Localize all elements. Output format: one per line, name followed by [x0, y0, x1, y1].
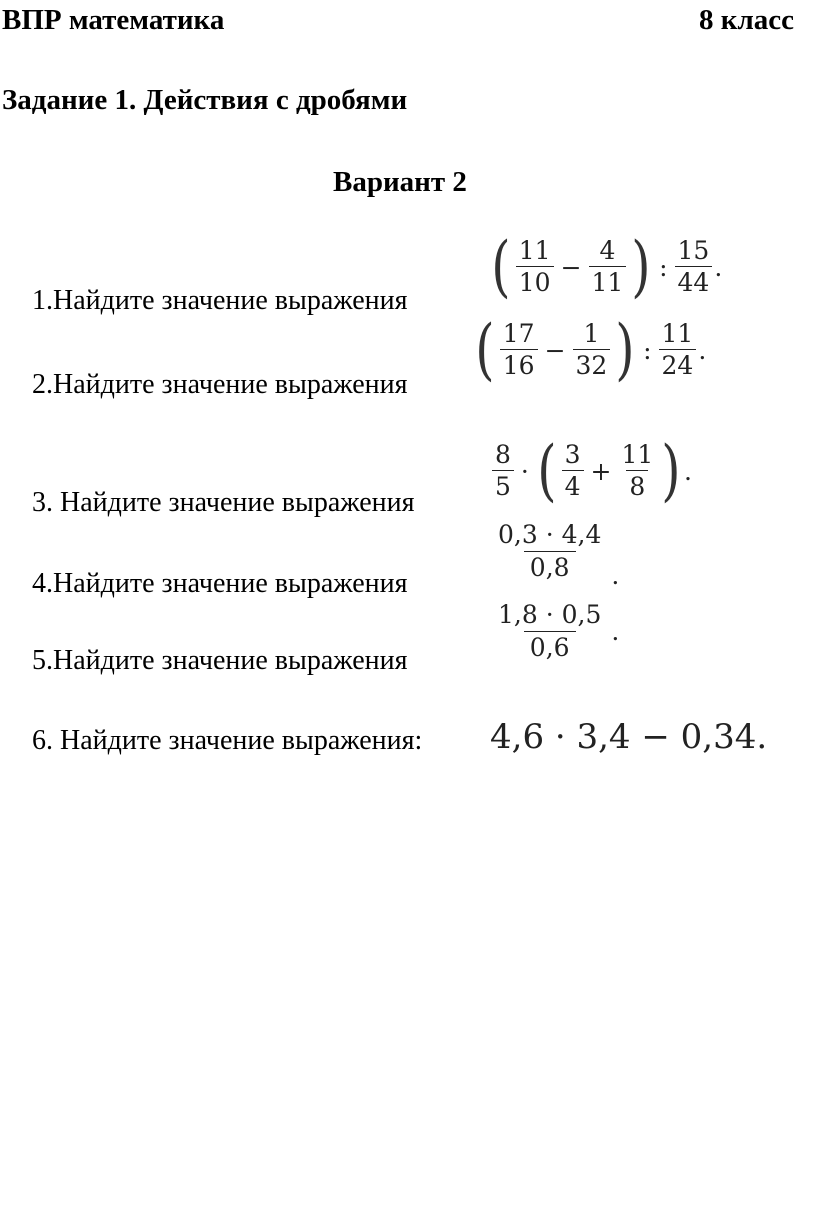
item-2-label: Найдите значение выражения: [53, 369, 408, 400]
item-1-number: 1.: [32, 285, 53, 316]
fraction: $\frac{11}{8}$: [621, 439, 654, 501]
fraction: $\frac{3}{4}$: [562, 442, 584, 501]
fraction: $\frac{1,8 \cdot 0,5}{0,6}$: [498, 600, 602, 663]
item-6-expression: 4,6 · 3,4 − 0,34.: [490, 717, 768, 757]
item-3-expression: [490, 432, 692, 509]
right-paren: ): [631, 228, 651, 305]
right-paren: ): [615, 311, 635, 388]
task-title: Задание 1. Действия с дробями: [2, 84, 408, 116]
item-5-label: Найдите значение выражения: [53, 645, 408, 676]
period: .: [684, 456, 692, 486]
operator: :: [643, 335, 652, 365]
fraction: $\frac{8}{5}$: [492, 442, 514, 501]
item-4-label: Найдите значение выражения: [53, 568, 408, 599]
item-3-label: Найдите значение выражения: [60, 487, 415, 518]
item-1-label: Найдите значение выражения: [53, 285, 408, 316]
item-2-number: 2.: [32, 369, 53, 400]
item-5-number: 5.: [32, 645, 53, 676]
operator: −: [544, 335, 566, 365]
item-5-text: [32, 647, 408, 675]
period: .: [611, 560, 620, 590]
fraction: $\frac{15}{44}$: [675, 238, 713, 297]
operator: ·: [520, 456, 529, 486]
period: .: [698, 335, 707, 365]
fraction: $\frac{11}{10}$: [516, 238, 554, 297]
header-grade: 8 класс: [699, 4, 794, 36]
header-subject: ВПР математика: [2, 4, 225, 36]
item-2-expression: [472, 311, 707, 388]
item-1-text: [32, 287, 408, 315]
variant-title: Вариант 2: [333, 166, 467, 198]
item-2-text: [32, 371, 408, 399]
fraction: $\frac{17}{16}$: [500, 321, 538, 380]
operator: −: [560, 252, 582, 282]
item-6-number: 6.: [32, 725, 53, 756]
right-paren: ): [661, 432, 681, 509]
fraction: $\frac{0,3 \cdot 4,4}{0,8}$: [498, 520, 602, 583]
left-paren: (: [491, 228, 511, 305]
item-3-number: 3.: [32, 487, 53, 518]
period: .: [714, 252, 723, 282]
left-paren: (: [537, 432, 557, 509]
item-6-label: Найдите значение выражения:: [60, 725, 423, 756]
operator: +: [590, 456, 612, 486]
fraction: $\frac{11}{24}$: [659, 321, 697, 380]
item-3-text: [32, 489, 415, 517]
left-paren: (: [475, 311, 495, 388]
item-6-text: [32, 727, 422, 755]
fraction: $\frac{4}{11}$: [589, 238, 627, 297]
operator: :: [659, 252, 668, 282]
item-1-expression: [488, 228, 723, 305]
item-5-expression: [490, 602, 619, 662]
fraction: $\frac{1}{32}$: [573, 321, 611, 380]
item-4-text: [32, 570, 408, 598]
item-4-number: 4.: [32, 568, 53, 599]
period: .: [611, 617, 620, 647]
item-4-expression: [490, 520, 620, 590]
